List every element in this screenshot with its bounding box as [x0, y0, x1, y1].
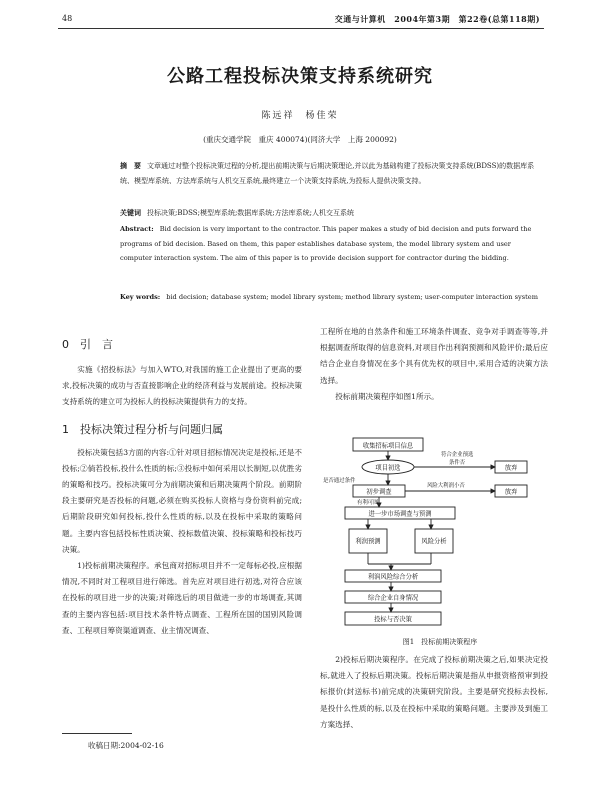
section-0-paragraph: 实施《招投标法》与加入WTO,对我国的施工企业提出了更高的要求,投标决策的成功与否直接影响企业的经济利益与发展前途。投标决策支持系统的建立可为投标人的投标决策提供有力的支持。 — [62, 365, 302, 407]
right-paragraph-1: 工程所在地的自然条件和施工环境条件调查、竞争对手调查等等,并根据调查所取得的信息资料,对项目作出利润预测和风险评价;最后应结合企业自身情况在多个具有优先权的项目中,采用合适的决策方法选择。 — [320, 327, 548, 385]
paper-title: 公路工程投标决策支持系统研究 — [167, 66, 433, 87]
keywords-en-text: bid decision; database system; model library system; method library system; user-computer interaction system — [166, 293, 538, 301]
text-company-situation: 综合企业自身情况 — [367, 594, 419, 602]
keywords-zh — [120, 205, 540, 221]
right-column-top — [320, 324, 548, 405]
text-combined-analysis: 利润风险综合分析 — [367, 573, 419, 581]
authors: 陈远祥 杨佳荣 — [261, 111, 339, 121]
section-0-heading: 0 引 言 — [62, 338, 113, 351]
abstract-en-label: Abstract: — [120, 225, 154, 233]
journal-header: 交通与计算机 2004年第3期 第22卷(总第118期) — [334, 14, 540, 24]
abstract-zh — [120, 158, 540, 189]
text-abandon-2: 放弃 — [504, 488, 518, 496]
right-paragraph-2: 投标前期决策程序如图1所示。 — [335, 391, 439, 401]
abstract-en-text: Bid decision is very important to the contractor. This paper makes a study of bid decision and puts forward the programs of bid decision. Based on them, this paper establishes database system, the model library system and user computer interaction system. The aim of this paper is to provide decision support for contractor during the bidding. — [120, 225, 532, 262]
label-pass-condition: 是否通过条件 — [323, 478, 356, 484]
keywords-zh-text: 投标决策;BDSS;模型库系统;数据库系统;方法库系统;人机交互系统 — [147, 209, 355, 217]
label-meets-criteria: 符合企业预选 — [441, 452, 474, 458]
page-number: 48 — [62, 14, 73, 23]
text-profit-forecast: 利润预测 — [355, 538, 381, 545]
section-1-paragraph-2: 1)投标前期决策程序。承包商对招标项目并不一定每标必投,应根据情况,不同时对工程项目进行筛选。首先应对项目进行初选,对符合应该在投标的项目进一步的决策;对筛选后的项目做进一步的市场调查,其调查的主要内容包括:项目技术条件特点调查、工程所在国的国别风险调查、工程项目筹资渠道调查、业主情况调查、 — [62, 561, 302, 635]
received-date: 收稿日期:2004-02-16 — [88, 741, 164, 750]
footnote-rule — [62, 733, 132, 734]
text-collect-info: 收集招标项目信息 — [362, 442, 414, 450]
decision-flowchart — [323, 436, 548, 631]
left-column — [62, 336, 302, 639]
text-preliminary-survey: 初步调查 — [366, 488, 392, 496]
header-rule — [58, 28, 544, 29]
figure-caption: 图1 投标前期决策程序 — [402, 638, 478, 646]
keywords-en — [120, 290, 540, 305]
section-1-heading: 1 投标决策过程分析与问题归属 — [62, 422, 223, 436]
label-profitable: 有利可图 — [357, 500, 379, 506]
label-risk-profit: 风险大利润小否 — [427, 483, 465, 489]
text-abandon-1: 放弃 — [504, 464, 518, 472]
text-initial-screening: 项目初选 — [375, 464, 401, 472]
keywords-zh-label: 关键词 — [120, 208, 141, 217]
text-risk-analysis: 风险分析 — [421, 538, 447, 545]
affiliation: (重庆交通学院 重庆 400074)(同济大学 上海 200092) — [203, 135, 397, 144]
section-1-paragraph-1: 投标决策包括3方面的内容:①针对项目招标情况决定是投标,还是不投标;②倘若投标,投什么性质的标;③投标中如何采用以长制短,以优胜劣的策略和技巧。投标决策可分为前期决策和后期决策两个阶段。前期阶段主要研究是否投标的问题,必须在购买投标人资格与身份资料前完成;后期阶段研究如何投标,投什么性质的标,以及在投标中采取的策略问题。主要内容包括投标性质决策、投标数值决策、投标策略和投标技巧决策。 — [62, 447, 302, 554]
right-paragraph-3: 2)投标后期决策程序。在完成了投标前期决策之后,如果决定投标,就进入了投标后期决策。投标后期决策是指从申报资格预审到投标报价(封送标书)前完成的决策研究阶段。主要是研究投标去投标,是投什么性质的标,以及在投标中采取的策略问题。主要涉及到施工方案选择、 — [320, 655, 548, 729]
abstract-zh-label: 摘 要 — [120, 161, 141, 170]
keywords-en-label: Key words: — [120, 293, 161, 301]
label-condition-no: 条件否 — [449, 460, 466, 466]
abstract-zh-text: 文章通过对整个投标决策过程的分析,提出前期决策与后期决策理论,并以此为基础构建了投标决策支持系统(BDSS)的数据库系统、模型库系统、方法库系统与人机交互系统,最终建立一个决策支持系统,为投标人提供决策支持。 — [120, 162, 535, 185]
text-bid-decision: 投标与否决策 — [374, 616, 412, 623]
text-further-survey: 进一步市场调查与预测 — [368, 510, 432, 518]
right-column-bottom — [320, 652, 548, 733]
abstract-en — [120, 222, 540, 266]
